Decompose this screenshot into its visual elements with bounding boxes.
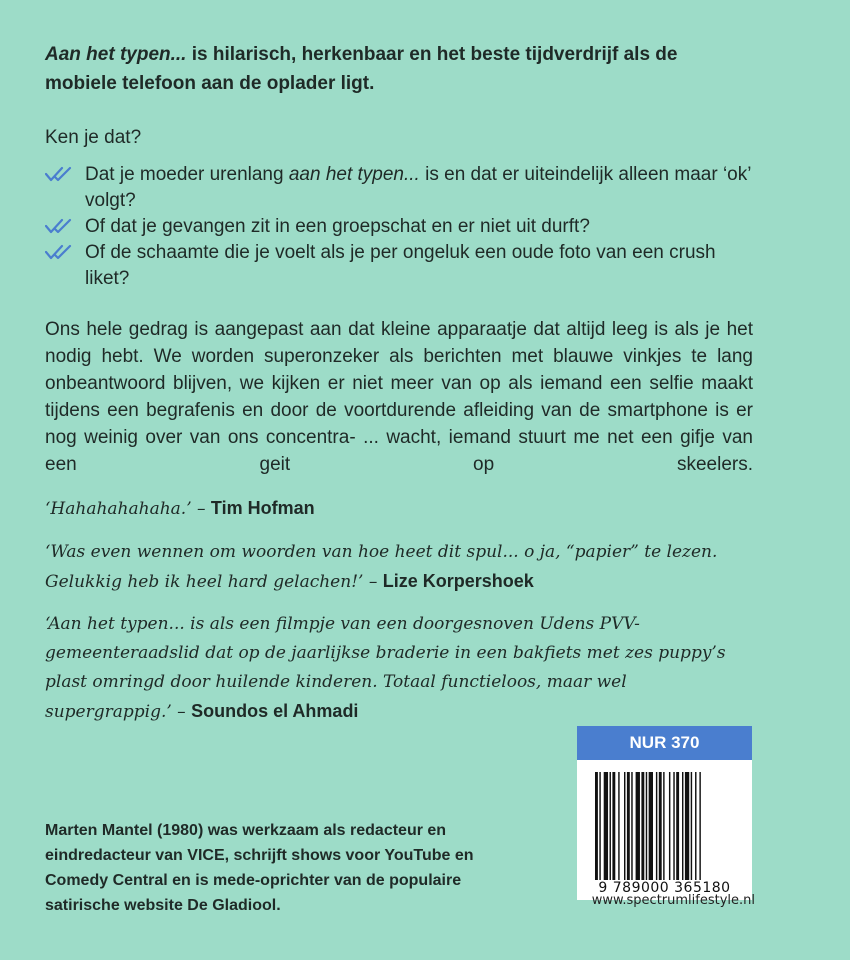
- barcode-bar: [685, 772, 689, 880]
- barcode-bar: [691, 772, 692, 880]
- barcode-bar: [699, 772, 700, 880]
- double-check-icon: [45, 217, 77, 235]
- quote-soundos-el-ahmadi: [45, 610, 750, 727]
- barcode-bar: [641, 772, 644, 880]
- barcode-bar: [695, 772, 696, 880]
- quote-text: ‘Was even wennen om woorden van hoe heet dit spul... o ja, “papier” te lezen. Gelukkig heb ik heel hard gelachen!’: [45, 542, 718, 592]
- barcode-bar: [627, 772, 630, 880]
- barcode-bar: [595, 772, 598, 880]
- author-bio: Marten Mantel (1980) was werkzaam als redacteur en eindredacteur van VICE, schrijft shows voor YouTube en Comedy Central en is mede-oprichter van de populaire satirische website De Gladiool.: [45, 822, 474, 914]
- barcode-bar: [610, 772, 611, 880]
- list-item: [45, 162, 753, 214]
- nur-code: NUR 370: [577, 726, 752, 760]
- quote-tim-hofman: [45, 494, 750, 524]
- barcode: [595, 772, 735, 880]
- barcode-bar: [612, 772, 615, 880]
- quote-author: Tim Hofman: [210, 498, 315, 518]
- barcode-bar: [618, 772, 619, 880]
- barcode-bar: [656, 772, 657, 880]
- double-check-icon: [45, 243, 77, 261]
- barcode-bar: [663, 772, 664, 880]
- check-text-post: is en dat er uiteindelijk alleen maar ‘ok’ volgt?: [85, 164, 751, 211]
- publisher-website[interactable]: www.spectrumlifestyle.nl: [591, 893, 755, 908]
- quote-author: Soundos el Ahmadi: [191, 701, 359, 721]
- quote-text: ‘Aan het typen... is als een filmpje van een doorgesnoven Udens PVV-gemeenteraadslid dat op de jaarlijkse braderie in een bakfiets met zes puppy’s plast omringd door huilende kinderen. Totaal functieloos, maar wel supergrappig.’: [45, 614, 726, 722]
- quote-dash: –: [171, 702, 192, 722]
- main-text: [45, 40, 753, 478]
- quote-author: Lize Korpershoek: [382, 571, 534, 591]
- intro-rest: is hilarisch, herkenbaar en het beste tijdverdrijf als de mobiele telefoon aan de oplader ligt.: [45, 44, 678, 94]
- intro-title: Aan het typen...: [45, 44, 187, 65]
- barcode-block: [577, 726, 752, 900]
- barcode-bar: [673, 772, 674, 880]
- barcode-panel: [577, 760, 752, 900]
- barcode-bar: [636, 772, 640, 880]
- barcode-bar: [669, 772, 670, 880]
- barcode-bar: [631, 772, 632, 880]
- barcode-bar: [624, 772, 625, 880]
- check-text-italic: aan het typen...: [288, 164, 420, 185]
- ken-je-dat: Ken je dat?: [45, 127, 142, 148]
- intro-paragraph: [45, 40, 753, 98]
- barcode-bar: [646, 772, 647, 880]
- barcode-bar: [599, 772, 600, 880]
- list-item: [45, 214, 753, 240]
- check-text: Of dat je gevangen zit in een groepschat en er niet uit durft?: [85, 216, 590, 237]
- barcode-bar: [682, 772, 683, 880]
- quote-text: ‘Hahahahahaha.’: [45, 499, 192, 519]
- check-text-pre: Dat je moeder urenlang: [85, 164, 289, 185]
- check-text: Of de schaamte die je voelt als je per ongeluk een oude foto van een crush liket?: [85, 242, 716, 289]
- quote-dash: –: [363, 572, 383, 592]
- barcode-bar: [676, 772, 679, 880]
- body-paragraph: Ons hele gedrag is aangepast aan dat kleine apparaatje dat altijd leeg is als je het nodig hebt. We worden superonzeker als berichten met blauwe vinkjes te lang onbeantwoord blijven, we kijken er niet meer van op als iemand een selfie maakt tijdens een begrafenis en door de voortdurende afleiding van de smartphone is er nog weinig over van ons concentra- ... wacht, iemand stuurt me net een gifje van een geit op skeelers.: [45, 319, 753, 475]
- double-check-icon: [45, 165, 77, 183]
- list-item: [45, 240, 753, 292]
- barcode-bar: [659, 772, 662, 880]
- isbn-number: 9 789000 365180: [598, 880, 731, 896]
- check-list: [45, 162, 753, 292]
- quote-dash: –: [191, 499, 211, 519]
- barcode-bar: [649, 772, 653, 880]
- barcode-bar: [604, 772, 608, 880]
- quote-lize-korpershoek: [45, 538, 750, 597]
